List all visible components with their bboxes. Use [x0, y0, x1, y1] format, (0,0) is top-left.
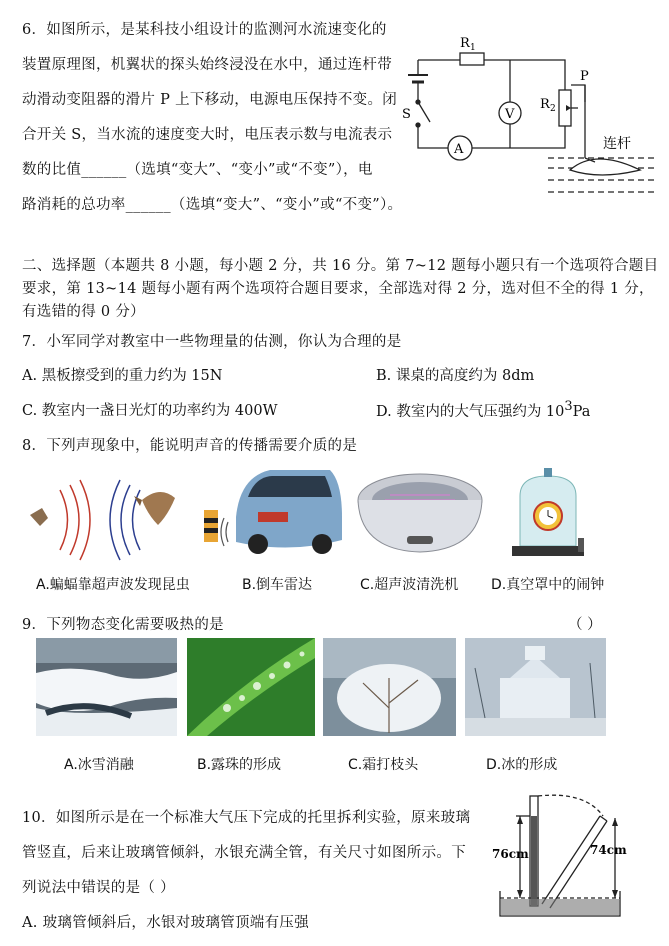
q9-caption-b: B.露珠的形成 — [197, 757, 282, 773]
q6-line-4: 合开关 S，当水流的速度变大时，电压表示数与电流表示 — [22, 127, 393, 143]
ultrasonic-cleaner-image — [355, 470, 485, 560]
q10-line-2: 管竖直，后来让玻璃管倾斜，水银充满全管，有关尺寸如图所示。下 — [22, 845, 466, 861]
ice-sculpture-image — [465, 638, 606, 736]
car-image — [200, 462, 345, 567]
q7-option-d — [376, 399, 590, 421]
label-74cm: 74cm — [590, 843, 627, 857]
bell-jar-clock-image — [508, 466, 588, 566]
q7-stem: 7．小军同学对教室中一些物理量的估测，你认为合理的是 — [22, 334, 402, 350]
r2-sub: 2 — [550, 104, 556, 114]
q8-caption-a: A.蝙蝠靠超声波发现昆虫 — [36, 577, 190, 593]
dewdrops-image — [187, 638, 315, 736]
r1-resistor — [460, 53, 484, 65]
ice-melting-image — [36, 638, 177, 736]
r1-label: R — [460, 36, 470, 51]
q7-option-b: B. 课桌的高度约为 8dm — [376, 368, 535, 384]
q7-option-d-text: D. 教室内的大气压强约为 10 — [376, 403, 565, 420]
torricelli-diagram — [490, 786, 640, 921]
label-76cm: 76cm — [492, 847, 529, 861]
frost-image — [323, 638, 456, 736]
q8-caption-b: B.倒车雷达 — [242, 577, 313, 593]
q10-option-a: A. 玻璃管倾斜后，水银对玻璃管顶端有压强 — [22, 915, 309, 931]
q7-option-d-unit: Pa — [572, 403, 591, 420]
q7-option-d-exponent: 3 — [564, 399, 573, 414]
p-label: P — [580, 69, 589, 84]
q8-caption-c: C.超声波清洗机 — [360, 577, 459, 593]
r2-label: R — [540, 97, 550, 112]
section2-line-1: 二、选择题（本题共 8 小题，每小题 2 分，共 16 分。第 7~12 题每小题只有一个选项符合题目 — [22, 258, 659, 274]
v-label: V — [505, 107, 515, 122]
q6-line-1: 6．如图所示，是某科技小组设计的监测河水流速变化的 — [22, 22, 387, 38]
q6-line-6: 路消耗的总功率______（选填“变大”、“变小”或“不变”）。 — [22, 197, 403, 213]
q9-caption-a: A.冰雪消融 — [64, 757, 134, 773]
q6-line-3: 动滑动变阻器的滑片 P 上下移动，电源电压保持不变。闭 — [22, 92, 398, 108]
rod-label: 连杆 — [603, 136, 631, 152]
s-label: S — [402, 107, 411, 122]
q9-caption-c: C.霜打枝头 — [348, 757, 419, 773]
q7-option-a: A. 黑板擦受到的重力约为 15N — [22, 368, 223, 384]
q7-option-c: C. 教室内一盏日光灯的功率约为 400W — [22, 403, 278, 419]
a-label: A — [454, 142, 464, 157]
q10-line-1: 10．如图所示是在一个标准大气压下完成的托里拆利实验，原来玻璃 — [22, 810, 471, 826]
q8-stem: 8．下列声现象中，能说明声音的传播需要介质的是 — [22, 438, 358, 454]
q10-line-3: 列说法中错误的是（ ） — [22, 880, 175, 896]
q9-stem: 9．下列物态变化需要吸热的是 — [22, 617, 224, 633]
r1-sub: 1 — [470, 43, 476, 53]
bat-image — [30, 470, 180, 565]
section2-line-2: 要求，第 13~14 题每小题有两个选项符合题目要求，全部选对得 2 分，选对但不全的得 1 分， — [22, 281, 654, 297]
q9-answer-bracket: （ ） — [568, 617, 602, 633]
q6-line-5: 数的比值______（选填“变大”、“变小”或“不变”），电 — [22, 162, 373, 178]
q9-caption-d: D.冰的形成 — [486, 757, 558, 773]
q8-caption-d: D.真空罩中的闹钟 — [491, 577, 605, 593]
section2-line-3: 有选错的得 0 分） — [22, 304, 145, 320]
q6-line-2: 装置原理图，机翼状的探头始终浸没在水中，通过连杆带 — [22, 57, 392, 73]
circuit-diagram — [400, 30, 665, 205]
